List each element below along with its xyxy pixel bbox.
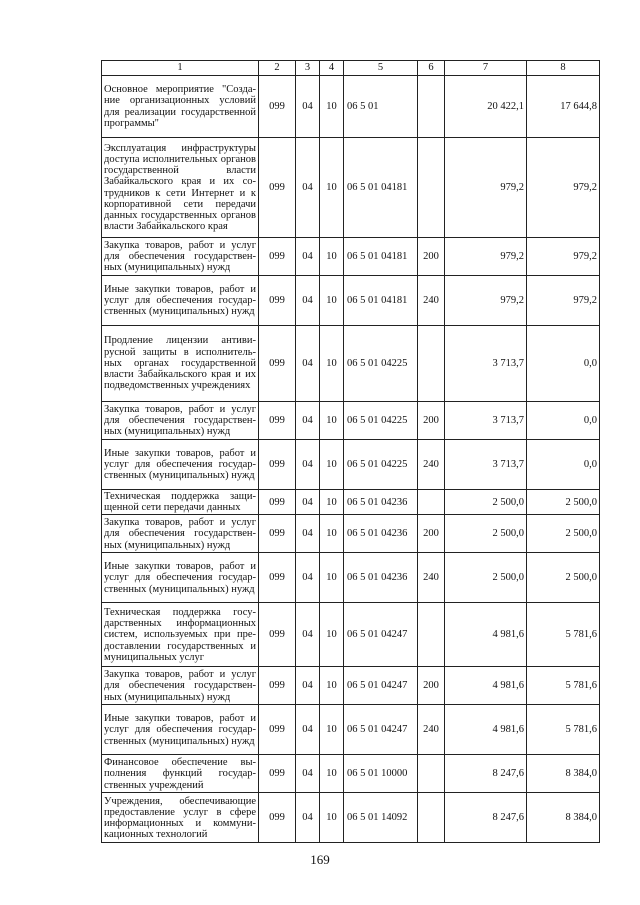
table-body <box>102 76 600 843</box>
cell-col-7: 4 981,6 <box>445 705 527 755</box>
cell-col-4: 10 <box>320 238 344 276</box>
cell-col-3: 04 <box>296 793 320 843</box>
budget-table <box>101 60 600 843</box>
cell-col-8: 0,0 <box>527 326 600 402</box>
cell-col-8: 979,2 <box>527 138 600 238</box>
cell-col-8: 8 384,0 <box>527 793 600 843</box>
header-col-2: 2 <box>259 61 296 76</box>
cell-description: Техническая поддержка защищенной сети передачи данных <box>102 490 259 515</box>
cell-description: Иные закупки товаров, работ и услуг для обеспечения государственных (муниципальных) нужд <box>102 276 259 326</box>
cell-col-4: 10 <box>320 490 344 515</box>
cell-col-3: 04 <box>296 238 320 276</box>
header-col-1: 1 <box>102 61 259 76</box>
cell-col-8: 0,0 <box>527 440 600 490</box>
cell-col-7: 2 500,0 <box>445 490 527 515</box>
cell-col-3: 04 <box>296 440 320 490</box>
cell-col-2: 099 <box>259 793 296 843</box>
cell-col-6 <box>418 138 445 238</box>
header-col-5: 5 <box>344 61 418 76</box>
cell-col-4: 10 <box>320 553 344 603</box>
cell-description: Закупка товаров, работ и услуг для обеспечения государственных (муниципальных) нужд <box>102 402 259 440</box>
cell-col-7: 4 981,6 <box>445 603 527 667</box>
cell-col-6: 200 <box>418 667 445 705</box>
cell-col-2: 099 <box>259 326 296 402</box>
cell-col-8: 2 500,0 <box>527 553 600 603</box>
cell-col-3: 04 <box>296 667 320 705</box>
cell-description: Закупка товаров, работ и услуг для обеспечения государственных (муниципальных) нужд <box>102 238 259 276</box>
cell-col-8: 17 644,8 <box>527 76 600 138</box>
cell-col-6 <box>418 793 445 843</box>
cell-col-3: 04 <box>296 603 320 667</box>
cell-col-2: 099 <box>259 440 296 490</box>
cell-description: Иные закупки товаров, работ и услуг для обеспечения государственных (муниципальных) нужд <box>102 440 259 490</box>
header-col-6: 6 <box>418 61 445 76</box>
cell-col-4: 10 <box>320 76 344 138</box>
cell-col-3: 04 <box>296 138 320 238</box>
cell-description: Закупка товаров, работ и услуг для обеспечения государственных (муниципальных) нужд <box>102 515 259 553</box>
cell-col-6 <box>418 490 445 515</box>
cell-col-4: 10 <box>320 755 344 793</box>
header-col-7: 7 <box>445 61 527 76</box>
table-row <box>102 755 600 793</box>
cell-col-5: 06 5 01 04225 <box>344 440 418 490</box>
cell-col-8: 979,2 <box>527 238 600 276</box>
cell-col-8: 8 384,0 <box>527 755 600 793</box>
cell-description: Техническая поддержка государственных информационных систем, используемых при предоставлении государственных и муниципальных услуг <box>102 603 259 667</box>
cell-col-4: 10 <box>320 705 344 755</box>
cell-col-4: 10 <box>320 515 344 553</box>
table-row <box>102 553 600 603</box>
cell-col-8: 0,0 <box>527 402 600 440</box>
cell-col-7: 20 422,1 <box>445 76 527 138</box>
cell-description: Эксплуатация инфраструктуры доступа исполнительных органов государственной власти Забайкальского края и их сотрудников к сети Интернет и к корпоративной сети передачи данных государственных органов власти Забайкальского края <box>102 138 259 238</box>
cell-col-6 <box>418 603 445 667</box>
page-number: 169 <box>310 852 330 867</box>
cell-col-6 <box>418 326 445 402</box>
cell-description: Продление лицензии антивирусной защиты в исполнительных органах государственной власти Забайкальского края и их подведомственных учреждениях <box>102 326 259 402</box>
cell-col-2: 099 <box>259 138 296 238</box>
cell-description: Финансовое обеспечение выполнения функций государственных учреждений <box>102 755 259 793</box>
cell-col-7: 2 500,0 <box>445 515 527 553</box>
header-col-4: 4 <box>320 61 344 76</box>
cell-col-3: 04 <box>296 402 320 440</box>
cell-col-6: 200 <box>418 402 445 440</box>
table-row <box>102 76 600 138</box>
cell-col-2: 099 <box>259 238 296 276</box>
header-col-8: 8 <box>527 61 600 76</box>
cell-col-7: 4 981,6 <box>445 667 527 705</box>
cell-col-4: 10 <box>320 603 344 667</box>
header-col-3: 3 <box>296 61 320 76</box>
cell-col-7: 8 247,6 <box>445 755 527 793</box>
cell-col-2: 099 <box>259 553 296 603</box>
table-row <box>102 138 600 238</box>
table-row <box>102 402 600 440</box>
cell-col-2: 099 <box>259 667 296 705</box>
cell-col-3: 04 <box>296 276 320 326</box>
table-row <box>102 603 600 667</box>
cell-description: Иные закупки товаров, работ и услуг для обеспечения государственных (муниципальных) нужд <box>102 553 259 603</box>
cell-col-3: 04 <box>296 326 320 402</box>
cell-col-4: 10 <box>320 440 344 490</box>
table-row <box>102 705 600 755</box>
cell-col-4: 10 <box>320 402 344 440</box>
cell-col-5: 06 5 01 04247 <box>344 603 418 667</box>
cell-col-2: 099 <box>259 76 296 138</box>
cell-col-2: 099 <box>259 603 296 667</box>
cell-col-8: 2 500,0 <box>527 490 600 515</box>
cell-col-8: 5 781,6 <box>527 667 600 705</box>
cell-col-6: 240 <box>418 440 445 490</box>
cell-col-7: 3 713,7 <box>445 326 527 402</box>
cell-col-6: 200 <box>418 515 445 553</box>
cell-col-6: 240 <box>418 276 445 326</box>
table-row <box>102 238 600 276</box>
cell-col-4: 10 <box>320 138 344 238</box>
table-row <box>102 276 600 326</box>
cell-col-2: 099 <box>259 515 296 553</box>
cell-col-3: 04 <box>296 755 320 793</box>
cell-col-7: 3 713,7 <box>445 402 527 440</box>
cell-col-2: 099 <box>259 276 296 326</box>
cell-col-4: 10 <box>320 667 344 705</box>
cell-col-2: 099 <box>259 705 296 755</box>
cell-col-8: 5 781,6 <box>527 705 600 755</box>
cell-col-5: 06 5 01 04225 <box>344 402 418 440</box>
cell-col-6: 200 <box>418 238 445 276</box>
cell-col-5: 06 5 01 04181 <box>344 276 418 326</box>
cell-col-8: 2 500,0 <box>527 515 600 553</box>
cell-col-7: 3 713,7 <box>445 440 527 490</box>
cell-col-5: 06 5 01 10000 <box>344 755 418 793</box>
cell-col-5: 06 5 01 04181 <box>344 238 418 276</box>
cell-col-5: 06 5 01 04247 <box>344 667 418 705</box>
cell-col-3: 04 <box>296 553 320 603</box>
cell-col-3: 04 <box>296 490 320 515</box>
table-row <box>102 667 600 705</box>
cell-col-8: 979,2 <box>527 276 600 326</box>
cell-col-5: 06 5 01 04225 <box>344 326 418 402</box>
cell-col-2: 099 <box>259 490 296 515</box>
cell-description: Основное мероприятие "Создание организационных условий для реализации государственной программы" <box>102 76 259 138</box>
cell-col-2: 099 <box>259 755 296 793</box>
cell-col-7: 979,2 <box>445 238 527 276</box>
cell-col-6: 240 <box>418 705 445 755</box>
cell-col-7: 979,2 <box>445 276 527 326</box>
cell-col-7: 8 247,6 <box>445 793 527 843</box>
cell-col-5: 06 5 01 14092 <box>344 793 418 843</box>
cell-col-5: 06 5 01 04236 <box>344 553 418 603</box>
cell-col-5: 06 5 01 04236 <box>344 490 418 515</box>
cell-col-3: 04 <box>296 705 320 755</box>
cell-col-6: 240 <box>418 553 445 603</box>
cell-col-5: 06 5 01 <box>344 76 418 138</box>
cell-col-5: 06 5 01 04181 <box>344 138 418 238</box>
cell-col-4: 10 <box>320 276 344 326</box>
cell-col-6 <box>418 76 445 138</box>
cell-col-3: 04 <box>296 76 320 138</box>
header-row <box>102 61 600 76</box>
cell-col-5: 06 5 01 04236 <box>344 515 418 553</box>
cell-col-4: 10 <box>320 793 344 843</box>
cell-description: Закупка товаров, работ и услуг для обеспечения государственных (муниципальных) нужд <box>102 667 259 705</box>
cell-col-2: 099 <box>259 402 296 440</box>
cell-col-6 <box>418 755 445 793</box>
cell-col-7: 2 500,0 <box>445 553 527 603</box>
cell-col-4: 10 <box>320 326 344 402</box>
cell-description: Иные закупки товаров, работ и услуг для обеспечения государственных (муниципальных) нужд <box>102 705 259 755</box>
cell-col-7: 979,2 <box>445 138 527 238</box>
cell-col-8: 5 781,6 <box>527 603 600 667</box>
table-row <box>102 326 600 402</box>
cell-col-5: 06 5 01 04247 <box>344 705 418 755</box>
table-row <box>102 440 600 490</box>
cell-col-3: 04 <box>296 515 320 553</box>
table-row <box>102 793 600 843</box>
table-row <box>102 515 600 553</box>
cell-description: Учреждения, обеспечивающие предоставление услуг в сфере информационных и коммуникационных технологий <box>102 793 259 843</box>
table-row <box>102 490 600 515</box>
